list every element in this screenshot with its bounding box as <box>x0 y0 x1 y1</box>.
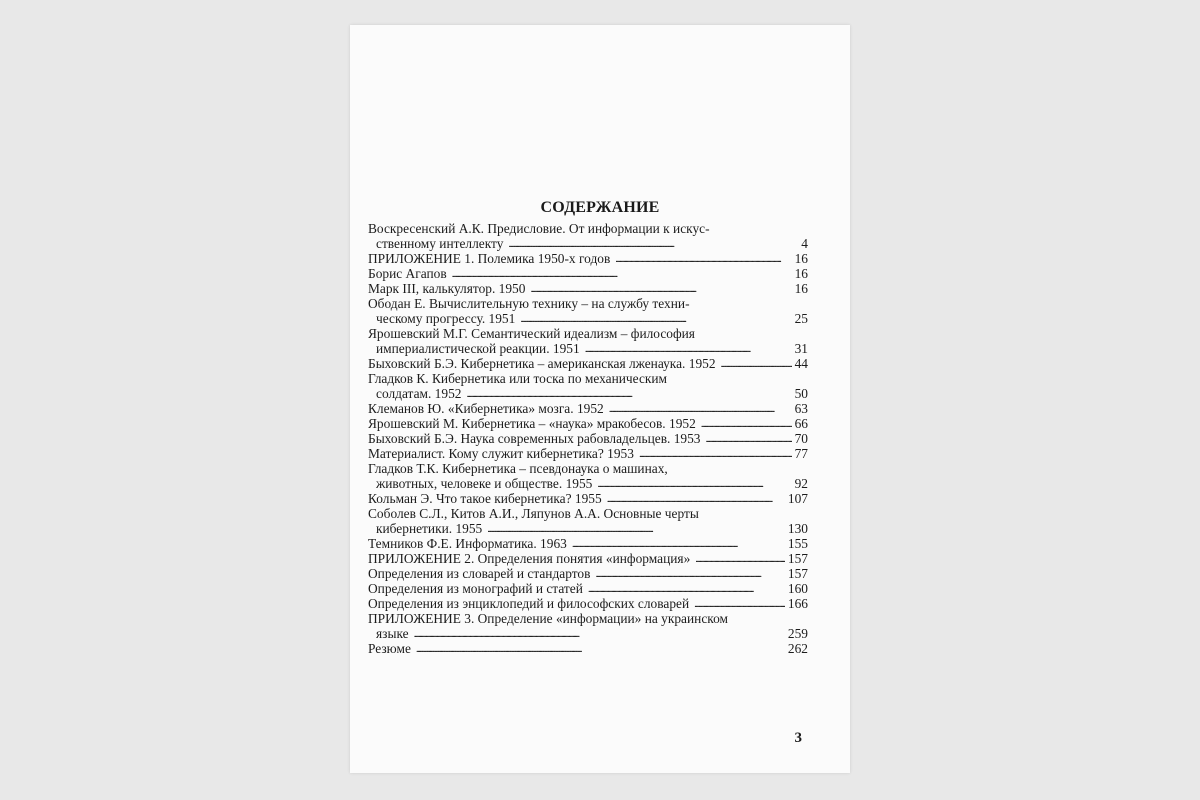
toc-entry <box>368 296 808 326</box>
toc-entry <box>368 431 808 446</box>
toc-entry <box>368 446 808 461</box>
toc-entry <box>368 566 808 581</box>
toc-entry-title: ственному интеллекту <box>376 236 504 251</box>
toc-entry-line <box>368 551 808 566</box>
toc-entry <box>368 491 808 506</box>
toc-entry-line <box>368 356 808 371</box>
toc-entry-line <box>368 251 808 266</box>
toc-entry-title: империалистической реакции. 1951 <box>376 341 580 356</box>
toc-entry-page: 166 <box>787 596 808 611</box>
toc-entry-line <box>368 341 808 356</box>
toc-entry <box>368 401 808 416</box>
toc-entry <box>368 581 808 596</box>
toc-entry-page: 44 <box>794 356 808 371</box>
toc-entry-title: Ободан Е. Вычислительную технику – на службу техни- <box>368 296 690 311</box>
toc-entry-line <box>368 281 808 296</box>
toc-entry-title: солдатам. 1952 <box>376 386 462 401</box>
toc-entry-title: животных, человеке и обществе. 1955 <box>376 476 593 491</box>
toc-entry-line <box>368 386 808 401</box>
toc-entry-line <box>368 626 808 641</box>
toc-entry <box>368 551 808 566</box>
toc-entry <box>368 506 808 536</box>
toc-entry-line <box>368 476 808 491</box>
toc-entry-page: 157 <box>787 551 808 566</box>
dot-leader <box>607 490 785 507</box>
page-number: 3 <box>794 730 802 746</box>
toc-entry-line <box>368 431 808 446</box>
toc-entry-line <box>368 596 808 611</box>
toc-entry-page: 16 <box>794 251 808 266</box>
toc-entry-title: ческому прогрессу. 1951 <box>376 311 516 326</box>
toc-entry-title: ПРИЛОЖЕНИЕ 3. Определение «информации» на украинском <box>368 611 729 626</box>
table-of-contents <box>368 221 808 656</box>
toc-entry-title: Гладков К. Кибернетика или тоска по механическим <box>368 371 668 386</box>
toc-entry-page: 160 <box>787 581 808 596</box>
toc-entry <box>368 416 808 431</box>
toc-entry-title: Ярошевский М. Кибернетика – «наука» мракобесов. 1952 <box>368 416 696 431</box>
toc-entry-title: ПРИЛОЖЕНИЕ 1. Полемика 1950-х годов <box>368 251 611 266</box>
toc-entry-page: 66 <box>794 416 808 431</box>
toc-entry-line <box>368 326 808 341</box>
toc-entry-title: Марк III, калькулятор. 1950 <box>368 281 526 296</box>
toc-entry-line <box>368 401 808 416</box>
toc-entry-line <box>368 236 808 251</box>
toc-entry <box>368 596 808 611</box>
toc-entry-title: Быховский Б.Э. Наука современных рабовладельцев. 1953 <box>368 431 701 446</box>
toc-entry-line <box>368 461 808 476</box>
toc-entry-line <box>368 296 808 311</box>
toc-entry-title: Определения из монографий и статей <box>368 581 583 596</box>
toc-entry-title: Определения из словарей и стандартов <box>368 566 591 581</box>
toc-entry <box>368 371 808 401</box>
toc-entry <box>368 641 808 656</box>
toc-entry-page: 262 <box>787 641 808 656</box>
toc-entry-line <box>368 491 808 506</box>
toc-entry-page: 259 <box>787 626 808 641</box>
toc-entry <box>368 611 808 641</box>
toc-entry-title: Гладков Т.К. Кибернетика – псевдонаука о машинах, <box>368 461 668 476</box>
toc-entry-page: 16 <box>794 281 808 296</box>
toc-entry <box>368 536 808 551</box>
toc-entry-line <box>368 416 808 431</box>
toc-entry <box>368 326 808 356</box>
toc-entry-line <box>368 581 808 596</box>
toc-entry-title: Определения из энциклопедий и философских словарей <box>368 596 690 611</box>
dot-leader <box>694 595 785 612</box>
toc-entry <box>368 251 808 266</box>
toc-entry-title: кибернетики. 1955 <box>376 521 483 536</box>
toc-entry <box>368 221 808 251</box>
toc-entry-line <box>368 536 808 551</box>
toc-entry-page: 92 <box>794 476 808 491</box>
toc-entry-page: 25 <box>794 311 808 326</box>
toc-entry-title: Соболев С.Л., Китов А.И., Ляпунов А.А. Основные черты <box>368 506 699 521</box>
toc-entry-page: 16 <box>794 266 808 281</box>
toc-entry-title: ПРИЛОЖЕНИЕ 2. Определения понятия «информация» <box>368 551 691 566</box>
toc-entry-title: Воскресенский А.К. Предисловие. От информации к искус- <box>368 221 710 236</box>
toc-entry-title: Борис Агапов <box>368 266 447 281</box>
toc-entry-line <box>368 446 808 461</box>
toc-entry-line <box>368 521 808 536</box>
toc-entry-title: Ярошевский М.Г. Семантический идеализм – философия <box>368 326 695 341</box>
toc-entry-line <box>368 371 808 386</box>
dot-leader <box>520 310 791 327</box>
toc-entry-title: Клеманов Ю. «Кибернетика» мозга. 1952 <box>368 401 604 416</box>
toc-entry-page: 4 <box>801 236 808 251</box>
toc-entry-line <box>368 641 808 656</box>
toc-entry-page: 130 <box>787 521 808 536</box>
toc-entry-line <box>368 506 808 521</box>
toc-entry-page: 70 <box>794 431 808 446</box>
toc-entry-title: Быховский Б.Э. Кибернетика – американская лженаука. 1952 <box>368 356 716 371</box>
toc-entry <box>368 356 808 371</box>
dot-leader <box>639 445 792 462</box>
toc-entry-title: Темников Ф.Е. Информатика. 1963 <box>368 536 567 551</box>
toc-entry-line <box>368 221 808 236</box>
toc-entry-page: 31 <box>794 341 808 356</box>
toc-entry-page: 107 <box>787 491 808 506</box>
toc-entry-page: 155 <box>787 536 808 551</box>
book-page <box>350 25 850 773</box>
toc-entry-title: Резюме <box>368 641 411 656</box>
toc-entry-line <box>368 311 808 326</box>
toc-entry-title: Кольман Э. Что такое кибернетика? 1955 <box>368 491 602 506</box>
toc-entry-page: 63 <box>794 401 808 416</box>
dot-leader <box>721 355 792 372</box>
toc-entry-title: Материалист. Кому служит кибернетика? 1953 <box>368 446 634 461</box>
toc-entry <box>368 266 808 281</box>
toc-entry-line <box>368 266 808 281</box>
page-title: СОДЕРЖАНИЕ <box>540 199 660 216</box>
toc-entry-line <box>368 566 808 581</box>
toc-entry-title: языке <box>376 626 409 641</box>
dot-leader <box>530 280 791 297</box>
toc-entry <box>368 281 808 296</box>
toc-entry-page: 77 <box>794 446 808 461</box>
toc-entry-line <box>368 611 808 626</box>
dot-leader <box>416 640 785 657</box>
toc-entry-page: 50 <box>794 386 808 401</box>
toc-entry <box>368 461 808 491</box>
toc-entry-page: 157 <box>787 566 808 581</box>
